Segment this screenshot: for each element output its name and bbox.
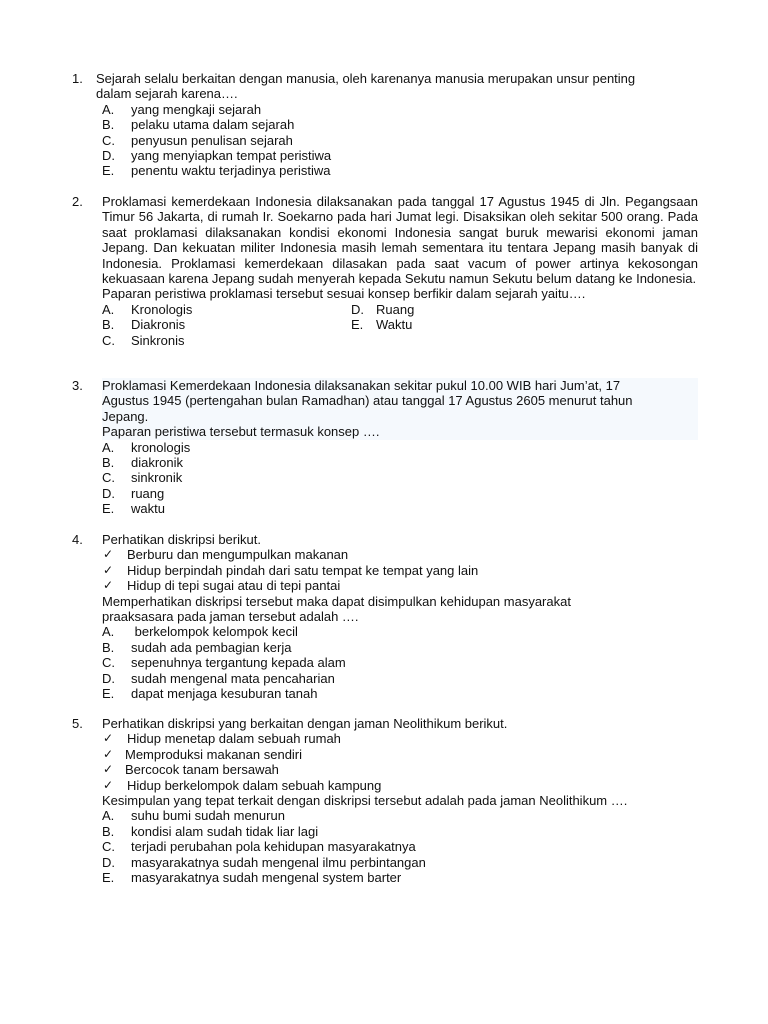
option-text: Ruang xyxy=(376,301,415,317)
question-number: 2. xyxy=(72,194,83,209)
option-c xyxy=(102,470,698,485)
question-body xyxy=(102,532,698,701)
option-letter: D. xyxy=(102,485,115,501)
option-text: Diakronis xyxy=(131,317,186,333)
highlighted-passage xyxy=(102,378,698,440)
option-c xyxy=(102,655,698,670)
checkmark-icon: ✓ xyxy=(103,547,114,562)
option-letter: D. xyxy=(102,148,115,164)
question-3 xyxy=(72,378,698,517)
option-letter: C. xyxy=(102,655,115,671)
option-d xyxy=(102,671,698,686)
checklist-text: Hidup berkelompok dalam sebuah kampung xyxy=(127,777,382,793)
option-a xyxy=(102,808,698,823)
question-text-line: praaksasara pada jaman tersebut adalah …. xyxy=(102,609,359,625)
option-b xyxy=(102,317,351,332)
question-4 xyxy=(72,532,698,701)
answer-options xyxy=(102,102,698,179)
option-letter: B. xyxy=(102,455,115,471)
option-letter: E. xyxy=(102,686,115,702)
option-e xyxy=(102,686,698,701)
option-text: penentu waktu terjadinya peristiwa xyxy=(131,163,331,179)
option-a xyxy=(102,102,698,117)
question-text-line: Proklamasi Kemerdekaan Indonesia dilaksanakan sekitar pukul 10.00 WIB hari Jum’at, 17 xyxy=(102,378,621,393)
checkmark-icon: ✓ xyxy=(103,578,114,593)
question-prompt: Paparan peristiwa proklamasi tersebut sesuai konsep berfikir dalam sejarah yaitu…. xyxy=(102,286,586,302)
option-text: Waktu xyxy=(376,317,413,333)
option-c xyxy=(102,133,698,148)
option-letter: C. xyxy=(102,132,115,148)
option-letter: E. xyxy=(102,163,115,179)
option-letter: C. xyxy=(102,470,115,486)
question-body xyxy=(102,378,698,517)
option-b xyxy=(102,117,698,132)
option-letter: B. xyxy=(102,639,115,655)
option-text: sepenuhnya tergantung kepada alam xyxy=(131,655,346,671)
question-1 xyxy=(72,71,698,179)
question-text-line: Jepang. xyxy=(102,408,149,424)
answer-options xyxy=(102,302,698,348)
question-body xyxy=(96,71,698,102)
option-a xyxy=(102,302,351,317)
question-number: 5. xyxy=(72,716,83,731)
checkmark-icon: ✓ xyxy=(103,562,114,577)
question-text-line: Memperhatikan diskripsi tersebut maka dapat disimpulkan kehidupan masyarakat xyxy=(102,593,571,609)
option-e xyxy=(102,870,698,885)
option-text: sudah mengenal mata pencaharian xyxy=(131,670,335,686)
question-body xyxy=(102,716,698,885)
option-b xyxy=(102,455,698,470)
checklist-text: Hidup berpindah pindah dari satu tempat ke tempat yang lain xyxy=(127,562,479,578)
option-letter: E. xyxy=(102,870,115,886)
checklist-item xyxy=(102,547,698,562)
option-a xyxy=(102,624,698,639)
option-letter: B. xyxy=(102,823,115,839)
option-letter: D. xyxy=(102,670,115,686)
option-c xyxy=(102,839,698,854)
option-letter: A. xyxy=(102,808,115,824)
question-intro: Perhatikan diskripsi berikut. xyxy=(102,532,261,547)
question-text-line: Sejarah selalu berkaitan dengan manusia, oleh karenanya manusia merupakan unsur penting xyxy=(96,71,636,86)
question-2 xyxy=(72,194,698,348)
option-b xyxy=(102,640,698,655)
option-letter: E. xyxy=(102,501,115,517)
checkmark-icon: ✓ xyxy=(103,762,114,777)
option-letter: C. xyxy=(102,839,115,855)
option-letter: B. xyxy=(102,317,115,333)
checkmark-icon: ✓ xyxy=(103,746,114,761)
option-letter: A. xyxy=(102,101,115,117)
option-b xyxy=(102,824,698,839)
option-letter: B. xyxy=(102,117,115,133)
checklist-text: Memproduksi makanan sendiri xyxy=(125,746,303,762)
option-a xyxy=(102,440,698,455)
option-text: diakronik xyxy=(131,455,184,471)
option-text: kondisi alam sudah tidak liar lagi xyxy=(131,823,319,839)
question-text-line: Agustus 1945 (pertengahan bulan Ramadhan) atau tanggal 17 Agustus 2605 menurut tahun xyxy=(102,393,633,409)
option-text: suhu bumi sudah menurun xyxy=(131,808,285,824)
checklist-text: Berburu dan mengumpulkan makanan xyxy=(127,547,349,563)
option-text: masyarakatnya sudah mengenal ilmu perbintangan xyxy=(131,854,426,870)
checklist-item xyxy=(102,563,698,578)
checklist-text: Hidup di tepi sugai atau di tepi pantai xyxy=(127,578,341,594)
checklist-item xyxy=(102,762,698,777)
checklist-text: Hidup menetap dalam sebuah rumah xyxy=(127,731,341,747)
option-text: masyarakatnya sudah mengenal system barter xyxy=(131,870,402,886)
checkmark-icon: ✓ xyxy=(103,777,114,792)
question-intro: Perhatikan diskripsi yang berkaitan dengan jaman Neolithikum berikut. xyxy=(102,716,508,731)
option-text: sinkronik xyxy=(131,470,183,486)
question-prompt: Kesimpulan yang tepat terkait dengan diskripsi tersebut adalah pada jaman Neolithikum …. xyxy=(102,793,628,809)
option-text: waktu xyxy=(131,501,165,517)
option-letter: A. xyxy=(102,439,115,455)
option-e xyxy=(102,163,698,178)
checklist-text: Bercocok tanam bersawah xyxy=(125,762,279,778)
question-number: 3. xyxy=(72,378,83,393)
option-text: kronologis xyxy=(131,439,191,455)
option-text: sudah ada pembagian kerja xyxy=(131,639,292,655)
option-text: Sinkronis xyxy=(131,332,185,348)
question-text-line: dalam sejarah karena…. xyxy=(96,86,238,102)
option-letter: C. xyxy=(102,332,115,348)
checkmark-icon: ✓ xyxy=(103,731,114,746)
option-text: ruang xyxy=(131,485,165,501)
question-prompt: Paparan peristiwa tersebut termasuk konsep …. xyxy=(102,424,380,440)
option-letter: A. xyxy=(102,301,115,317)
option-e xyxy=(102,501,698,516)
option-letter: D. xyxy=(102,854,115,870)
option-d xyxy=(102,148,698,163)
checklist-item xyxy=(102,778,698,793)
option-e xyxy=(351,317,551,332)
option-d xyxy=(102,855,698,870)
checklist-item xyxy=(102,747,698,762)
option-letter: A. xyxy=(102,624,115,640)
option-c xyxy=(102,333,351,348)
option-text: yang menyiapkan tempat peristiwa xyxy=(131,148,332,164)
question-number: 4. xyxy=(72,532,83,547)
option-letter: D. xyxy=(351,301,364,317)
option-text: terjadi perubahan pola kehidupan masyarakatnya xyxy=(131,839,416,855)
option-text: Kronologis xyxy=(131,301,193,317)
question-number: 1. xyxy=(72,71,83,86)
option-text: dapat menjaga kesuburan tanah xyxy=(131,686,318,702)
option-d xyxy=(102,486,698,501)
option-text: penyusun penulisan sejarah xyxy=(131,132,293,148)
question-5 xyxy=(72,716,698,885)
question-paragraph: Proklamasi kemerdekaan Indonesia dilaksanakan pada tanggal 17 Agustus 1945 di Jln. Pegangsaan Timur 56 Jakarta, di rumah Ir. Soekarno pada hari Jumat legi. Disaksikan oleh sekitar 500 orang. Pada saat proklamasi dilaksanakan kondisi ekonomi Indonesia sangat buruk mewarisi ekonomi jaman Jepang. Dan kekuatan militer Indonesia masih lemah sementara itu tentara Jepang masih banyak di Indonesia. Proklamasi kemerdekaan dilasakan pada saat vacum of power artinya kekosongan kekuasaan karena Jepang sudah menyerah kepada Sekutu namun Sekutu belum datang ke Indonesia. xyxy=(102,194,698,287)
question-body xyxy=(102,194,698,348)
checklist-item xyxy=(102,578,698,593)
option-letter: E. xyxy=(351,317,364,333)
option-text: berkelompok kelompok kecil xyxy=(131,624,298,640)
option-text: yang mengkaji sejarah xyxy=(131,101,262,117)
option-d xyxy=(351,302,551,317)
option-text: pelaku utama dalam sejarah xyxy=(131,117,295,133)
checklist-item xyxy=(102,731,698,746)
